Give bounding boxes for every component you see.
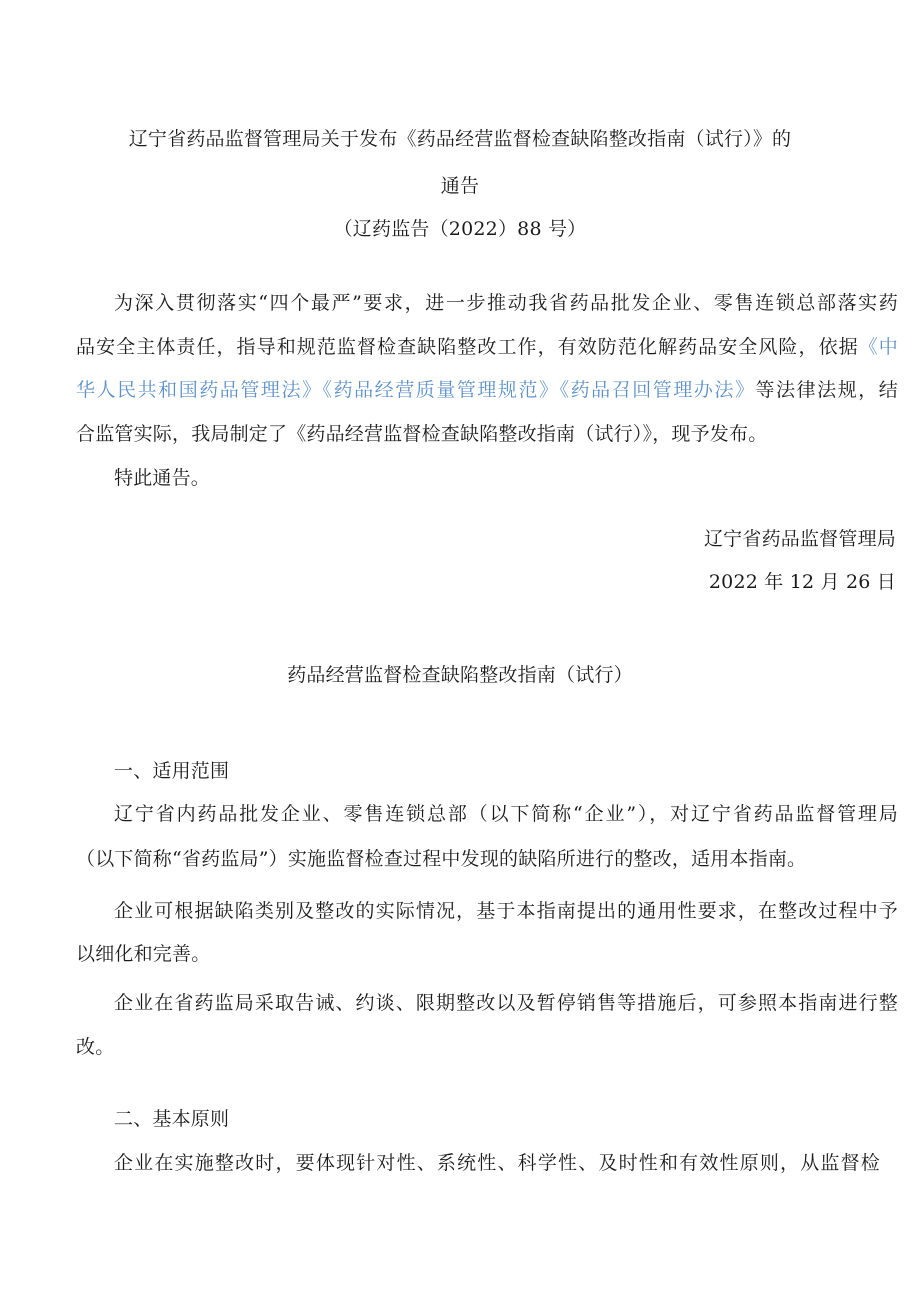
section1-heading: 一、适用范围: [114, 760, 230, 782]
signature-date: 2022 年 12 月 26 日: [708, 571, 896, 593]
section1-p3-line2: 改。: [76, 1036, 115, 1058]
section1-p2-line2: 以细化和完善。: [76, 943, 211, 965]
guide-title: 药品经营监督检查缺陷整改指南（试行）: [287, 664, 633, 686]
section2-p1-line1: 企业在实施整改时，要体现针对性、系统性、科学性、及时性和有效性原则，从监督检: [114, 1152, 880, 1174]
doc-title-line2: 通告: [440, 175, 480, 197]
law-link-recall[interactable]: 《药品召回管理办法》: [559, 379, 756, 401]
section2-heading: 二、基本原则: [114, 1108, 230, 1130]
signature-org: 辽宁省药品监督管理局: [703, 528, 896, 550]
intro-line2: [76, 334, 898, 360]
intro-line2-text: 品安全主体责任，指导和规范监督检查缺陷整改工作，有效防范化解药品安全风险，依据: [76, 336, 859, 358]
intro-line4: 合监管实际，我局制定了《药品经营监督检查缺陷整改指南（试行）》，现予发布。: [76, 423, 768, 445]
doc-title-line1: 辽宁省药品监督管理局关于发布《药品经营监督检查缺陷整改指南（试行）》的: [128, 128, 792, 150]
section1-p2-line1: 企业可根据缺陷类别及整改的实际情况，基于本指南提出的通用性要求，在整改过程中予: [114, 900, 898, 922]
law-link-drug-admin[interactable]: 华人民共和国药品管理法》: [76, 379, 323, 401]
section1-p1-line2: （以下简称“省药监局”）实施监督检查过程中发现的缺陷所进行的整改，适用本指南。: [76, 848, 807, 870]
doc-number: （辽药监告（2022）88 号）: [333, 218, 587, 240]
section1-p3-line1: 企业在省药监局采取告诫、约谈、限期整改以及暂停销售等措施后，可参照本指南进行整: [114, 992, 898, 1014]
law-link-drug-admin-start[interactable]: 《中: [858, 336, 898, 358]
section1-p1-line1: 辽宁省内药品批发企业、零售连锁总部（以下简称“企业”），对辽宁省药品监督管理局: [114, 803, 898, 825]
law-link-gsp[interactable]: 《药品经营质量管理规范》: [322, 379, 560, 401]
intro-line3-text: 等法律法规，结: [755, 379, 898, 401]
intro-line1: 为深入贯彻落实“四个最严”要求，进一步推动我省药品批发企业、零售连锁总部落实药: [114, 292, 898, 314]
intro-line3: [76, 377, 898, 403]
intro-closing: 特此通告。: [114, 467, 211, 489]
